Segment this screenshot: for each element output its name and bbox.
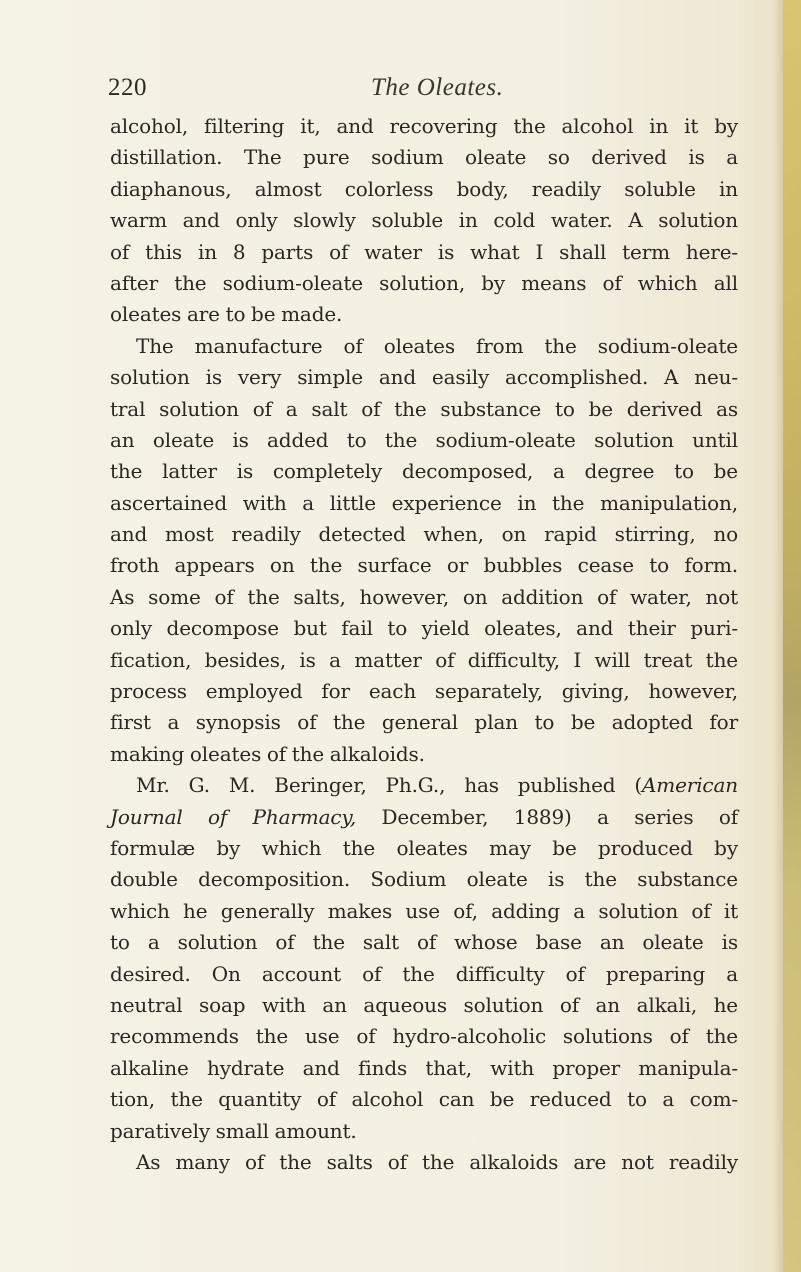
text-line (110, 1021, 738, 1052)
text-segment: the latter is completely decomposed, a degree to be (110, 459, 738, 484)
text-line (110, 770, 738, 801)
text-segment: tion, the quantity of alcohol can be reduced to a com- (110, 1087, 738, 1112)
text-segment: As some of the salts, however, on addition of water, not (110, 584, 738, 609)
text-line (110, 550, 738, 581)
text-line (110, 425, 738, 456)
text-segment: ascertained with a little experience in the manipulation, (110, 490, 738, 515)
text-line (110, 645, 738, 676)
text-segment: recommends the use of hydro-alcoholic solutions of the (110, 1024, 738, 1049)
text-line (110, 582, 738, 613)
text-segment: December, 1889) a series of (356, 804, 738, 829)
text-segment: distillation. The pure sodium oleate so derived is a (110, 145, 738, 170)
text-line (110, 1147, 738, 1178)
text-segment: solution is very simple and easily accomplished. A neu- (110, 365, 738, 390)
text-line (110, 519, 738, 550)
text-segment: only decompose but fail to yield oleates, and their puri- (110, 616, 738, 641)
text-line (110, 331, 738, 362)
text-line (110, 205, 738, 236)
text-line (110, 1084, 738, 1115)
text-segment: fication, besides, is a matter of difficulty, I will treat the (110, 647, 738, 672)
text-line (110, 927, 738, 958)
text-line (110, 896, 738, 927)
text-line (110, 707, 738, 738)
text-segment: oleates are to be made. (110, 302, 343, 327)
text-segment: Mr. G. M. Beringer, Ph.G., has published ( (136, 773, 642, 798)
page-edge-strip (783, 0, 801, 1272)
text-line (110, 833, 738, 864)
text-line (110, 959, 738, 990)
text-line (110, 174, 738, 205)
text-line (110, 362, 738, 393)
text-line (110, 802, 738, 833)
page-edge-shadow (773, 0, 783, 1272)
text-segment: to a solution of the salt of whose base an oleate is (110, 930, 738, 955)
text-segment: warm and only slowly soluble in cold water. A solution (110, 208, 738, 233)
text-segment: which he generally makes use of, adding a solution of it (110, 898, 738, 923)
page-header (108, 74, 708, 110)
text-segment: neutral soap with an aqueous solution of an alkali, he (110, 992, 738, 1017)
text-segment: tral solution of a salt of the substance to be derived as (110, 396, 738, 421)
text-segment: after the sodium-oleate solution, by means of which all (110, 270, 738, 295)
text-line (110, 142, 738, 173)
text-segment: diaphanous, almost colorless body, readily soluble in (110, 176, 738, 201)
text-line (110, 676, 738, 707)
text-segment: The manufacture of oleates from the sodium-oleate (136, 333, 738, 358)
text-segment: alkaline hydrate and finds that, with proper manipula- (110, 1055, 738, 1080)
text-segment: first a synopsis of the general plan to be adopted for (110, 710, 738, 735)
text-line (110, 394, 738, 425)
text-segment: As many of the salts of the alkaloids are not readily (136, 1149, 738, 1174)
running-title: The Oleates. (371, 74, 504, 101)
text-segment: of this in 8 parts of water is what I shall term here- (110, 239, 738, 264)
text-line (110, 237, 738, 268)
text-segment: froth appears on the surface or bubbles cease to form. (110, 553, 738, 578)
body-text (110, 111, 738, 1178)
text-line (110, 299, 738, 330)
text-segment: and most readily detected when, on rapid stirring, no (110, 522, 738, 547)
text-line (110, 1053, 738, 1084)
text-segment: making oleates of the alkaloids. (110, 741, 425, 766)
page-number: 220 (108, 74, 147, 101)
text-line (110, 864, 738, 895)
text-segment: desired. On account of the difficulty of preparing a (110, 961, 738, 986)
text-segment: an oleate is added to the sodium-oleate solution until (110, 427, 738, 452)
text-line (110, 1116, 738, 1147)
text-segment: alcohol, filtering it, and recovering the alcohol in it by (110, 114, 738, 138)
italic-text-segment: American (641, 773, 738, 798)
text-segment: formulæ by which the oleates may be produced by (110, 835, 738, 860)
text-line (110, 456, 738, 487)
text-line (110, 488, 738, 519)
text-segment: process employed for each separately, giving, however, (110, 679, 738, 704)
italic-text-segment: Journal of Pharmacy, (110, 804, 357, 829)
text-line (110, 739, 738, 770)
text-segment: double decomposition. Sodium oleate is the substance (110, 867, 738, 892)
text-line (110, 111, 738, 142)
text-segment: paratively small amount. (110, 1118, 357, 1143)
text-line (110, 990, 738, 1021)
text-line (110, 268, 738, 299)
text-line (110, 613, 738, 644)
